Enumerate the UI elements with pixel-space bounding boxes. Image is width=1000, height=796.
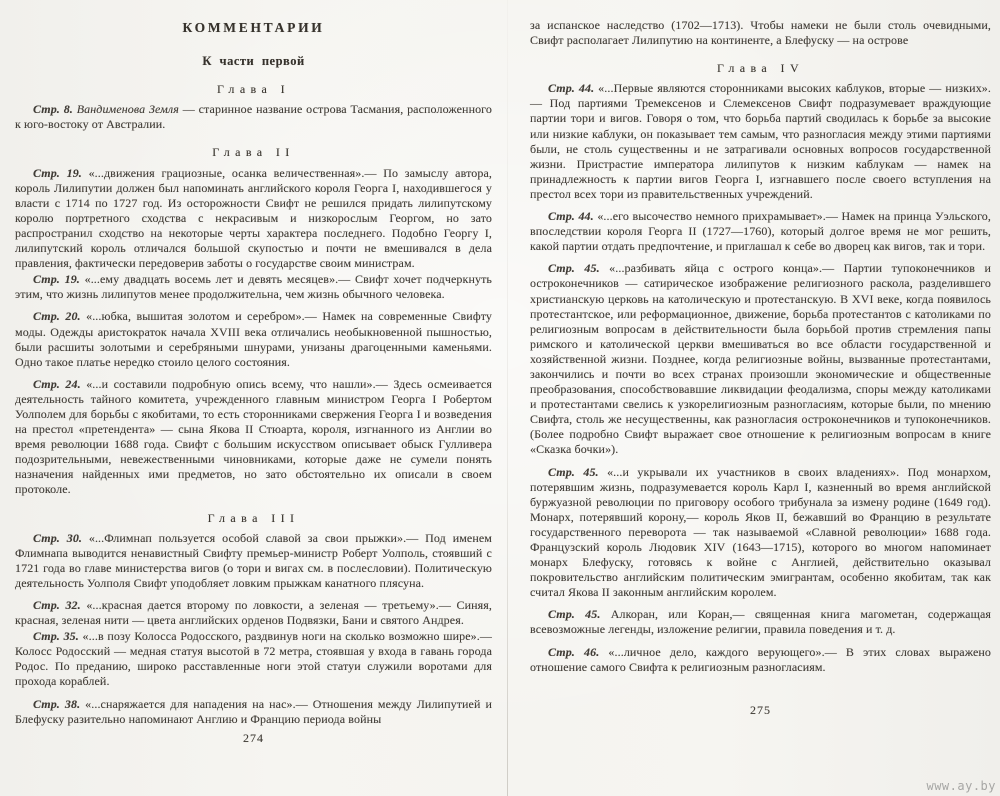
paragraph-text: «...ему двадцать восемь лет и девять месяцев».— Свифт хочет подчеркнуть этим, что жизнь лилипутов менее продолжительна, чем жизнь обычного человека. xyxy=(15,272,493,302)
paragraph-page-ref: Стр. 46. xyxy=(548,644,600,659)
commentary-paragraph xyxy=(15,377,492,498)
paragraph-page-ref: Стр. 38. xyxy=(33,696,81,711)
paragraph-text: «...и укрывали их участников в своих владениях». Под монархом, потерявшим жизнь, подразумевается король Карл I, казненный во время английской буржуазной революции по приговору особого трибунала за измену родине (1649 год). Монарх, потерявший корону,— король Яков II, бежавший во Францию в результате государственного переворота — так называемой «Славной революции» 1688 года. Французский король Людовик XIV (1643—1715), которого во многом напоминает монарх Блефуску, готовясь к войне с Англией, действительно оказывал покровительство английским политическим эмигрантам, особенно якобитам, так как считал Якова II законным английским королем. xyxy=(530,464,991,600)
continuation-paragraph: за испанское наследство (1702—1713). Чтобы намеки не были столь очевидными, Свифт располагает Лилипутию на континенте, а Блефуску — на острове xyxy=(530,18,991,48)
paragraph-page-ref: Стр. 45. xyxy=(548,464,599,479)
paragraph-page-ref: Стр. 32. xyxy=(33,598,81,612)
paragraph-term: Вандименова Земля xyxy=(76,102,179,117)
chapter-heading: Глава I xyxy=(217,82,290,97)
paragraph-text: «...его высочество немного прихрамывает».— Намек на принца Уэльского, впоследствии короля Георга II (1727—1760), который долгое время не мог решить, какой партии отдать предпочтение, и приглашал к себе во дворец как вигов, так и тори. xyxy=(530,209,992,254)
paragraph-text: «...Флимнап пользуется особой славой за свои прыжки».— Под именем Флимнапа выводится ненавистный Свифту премьер-министр Роберт Уолполь, стоявший с 1721 года во главе министерства вигов (о тори и вигах см. в послесловии). Политическую деятельность Уолполя Свифт уподобляет ловким прыжкам канатного плясуна. xyxy=(15,530,492,590)
chapter-heading: Глава II xyxy=(212,145,295,160)
paragraph-text: «...движения грациозные, осанка величественная».— По замыслу автора, король Лилипутии должен был напоминать английского короля Георга I, находившегося у власти с 1714 по 1727 год. Из осторожности Свифт не решился придать лилипутскому королю портретного сходства с некрасивым и низкорослым Георгом, но зато распространил сходство на некоторые черты характера последнего. Подобно Георгу I, лилипутский король отличался большой скупостью и почти не вмешивался в дела правления, фактически передоверив заботы о государстве своим министрам. xyxy=(15,165,492,271)
paragraph-text: «...снаряжается для нападения на нас».— Отношения между Лилипутией и Блефуску разительно напоминают Англию и Францию периода войны xyxy=(15,696,492,726)
section-chapter-3 xyxy=(15,511,492,727)
page-right xyxy=(530,0,991,718)
paragraph-text: «...разбивать яйца с острого конца».— Партии тупоконечников и остроконечников — сатирическое изображение религиозного раскола, разделившего христианскую церковь на католическую и протестанскую. В XVI веке, когда появилось протестантское, или реформационное, движение, борьба протестантов с католиками по религиозным вопросам в действительности была борьбой против стремления папы римского и католической церкви вмешиваться во все области государственной и хозяйственной жизни. Позднее, когда религиозные войны, вызванные протестантами, закончились и почти во всех странах произошли экономические и общественные преобразования, способствовавшие ликвидации феодализма, споры между католиками и протестантами свелись к узкорелигиозным разногласиям, которые были, по мнению Свифта, столь же несущественны, как разногласия остроконечников и тупоконечников. (Более подробно Свифт выражает свое отношение к религиозным вопросам в книге «Сказка бочки»). xyxy=(530,261,991,457)
page-left xyxy=(15,0,492,746)
paragraph-text: — старинное название острова Тасмания, расположенного к юго-востоку от Австралии. xyxy=(15,102,493,132)
watermark: www.ay.by xyxy=(926,779,996,793)
commentary-paragraph xyxy=(15,629,492,689)
commentary-paragraph xyxy=(530,261,991,457)
paragraph-page-ref: Стр. 8. xyxy=(33,102,73,117)
paragraph-page-ref: Стр. 45. xyxy=(548,607,601,622)
paragraph-page-ref: Стр. 35. xyxy=(33,629,79,644)
commentary-paragraph xyxy=(530,465,991,601)
paragraph-text: «...и составили подробную опись всему, что нашли».— Здесь осмеивается деятельность тайного комитета, учрежденного главным министром Георга I Робертом Уолполем для борьбы с якобитами, то есть сторонниками свержения Георга I и возведения на престол «претендента» — сына Якова II Стюарта, короля, изгнанного из Англии во время революции 1688 года. Свифт с большим искусством описывает обыск Гулливера подозрительными, невежественными чиновниками, которые даже не сумели понять назначения найденных ими предметов, но зато обстоятельно их описали в своем протоколе. xyxy=(15,376,493,497)
commentary-paragraph xyxy=(15,166,492,272)
paragraph-page-ref: Стр. 19. xyxy=(33,272,80,287)
commentary-paragraph xyxy=(530,81,991,202)
section-chapter-4 xyxy=(530,61,991,675)
paragraph-page-ref: Стр. 44. xyxy=(548,209,594,224)
page-gutter-divider xyxy=(507,0,508,796)
paragraph-text: «...юбка, вышитая золотом и серебром».— Намек на современные Свифту моды. Одежды аристократок начала XVIII века отличались необыкновенной пышностью, были расшиты золотыми и серебряными шнурами, унизаны драгоценными каменьями. Одно такое платье нередко стоило целого состояния. xyxy=(15,309,492,369)
commentary-paragraph xyxy=(15,102,492,132)
paragraph-text: «...красная дается второму по ловкости, а зеленая — третьему».— Синяя, красная, зеленая нити — цвета английских орденов Подвязки, Бани и святого Андрея. xyxy=(15,598,492,628)
paragraph-page-ref: Стр. 44. xyxy=(548,81,595,96)
paragraph-text: «...личное дело, каждого верующего».— В этих словах выражено отношение самого Свифта к религиозным разногласиям. xyxy=(530,644,991,674)
commentary-paragraph xyxy=(530,645,991,675)
commentary-paragraph xyxy=(15,697,492,727)
paragraph-text: «...Первые являются сторонниками высоких каблуков, вторые — низких».— Под партиями Тремексенов и Слемексенов Свифт подразумевает враждующие партии тори и вигов. Говоря о том, что борьба партий сводилась к борьбе за высокие или низкие каблуки, он показывает тем самым, что разногласия между этими партиями были, не столь существенны и не затрагивали основных вопросов государственной жизни. Пристрастие императора лилипутов к низким каблукам — намек на принадлежность к партии вигов Георга I, изгнавшего после своего вступления на престол всех тори из правительственных учреждений. xyxy=(530,81,992,201)
paragraph-page-ref: Стр. 20. xyxy=(33,309,81,324)
commentary-paragraph xyxy=(15,309,492,369)
commentary-paragraph xyxy=(15,272,492,302)
paragraph-text: Алкоран, или Коран,— священная книга магометан, содержащая всевозможные легенды, изложение религии, правила поведения и т. д. xyxy=(530,607,991,637)
paragraph-page-ref: Стр. 24. xyxy=(33,376,81,391)
paragraph-text: «...в позу Колосса Родосского, раздвинув ноги на сколько возможно шире».— Колосс Родосский — медная статуя высотой в 72 метра, стоявшая у входа в гавань города Родос. По преданию, широко расставленные ноги этой статуи служили воротами для прохода кораблей. xyxy=(15,629,492,689)
paragraph-page-ref: Стр. 30. xyxy=(33,530,83,545)
section-chapter-1 xyxy=(15,82,492,132)
paragraph-page-ref: Стр. 45. xyxy=(548,261,600,276)
commentary-paragraph xyxy=(530,607,991,637)
commentary-title: КОММЕНТАРИИ xyxy=(182,20,325,35)
commentary-paragraph xyxy=(15,598,492,628)
chapter-heading: Глава III xyxy=(207,510,300,525)
part-title: К части первой xyxy=(202,54,305,69)
page-number-left: 274 xyxy=(243,730,264,745)
section-chapter-2 xyxy=(15,145,492,497)
commentary-paragraph xyxy=(530,209,991,254)
paragraph-page-ref: Стр. 19. xyxy=(33,165,82,180)
chapter-heading: Глава IV xyxy=(716,61,805,76)
commentary-paragraph xyxy=(15,531,492,591)
page-number-right: 275 xyxy=(750,702,771,717)
